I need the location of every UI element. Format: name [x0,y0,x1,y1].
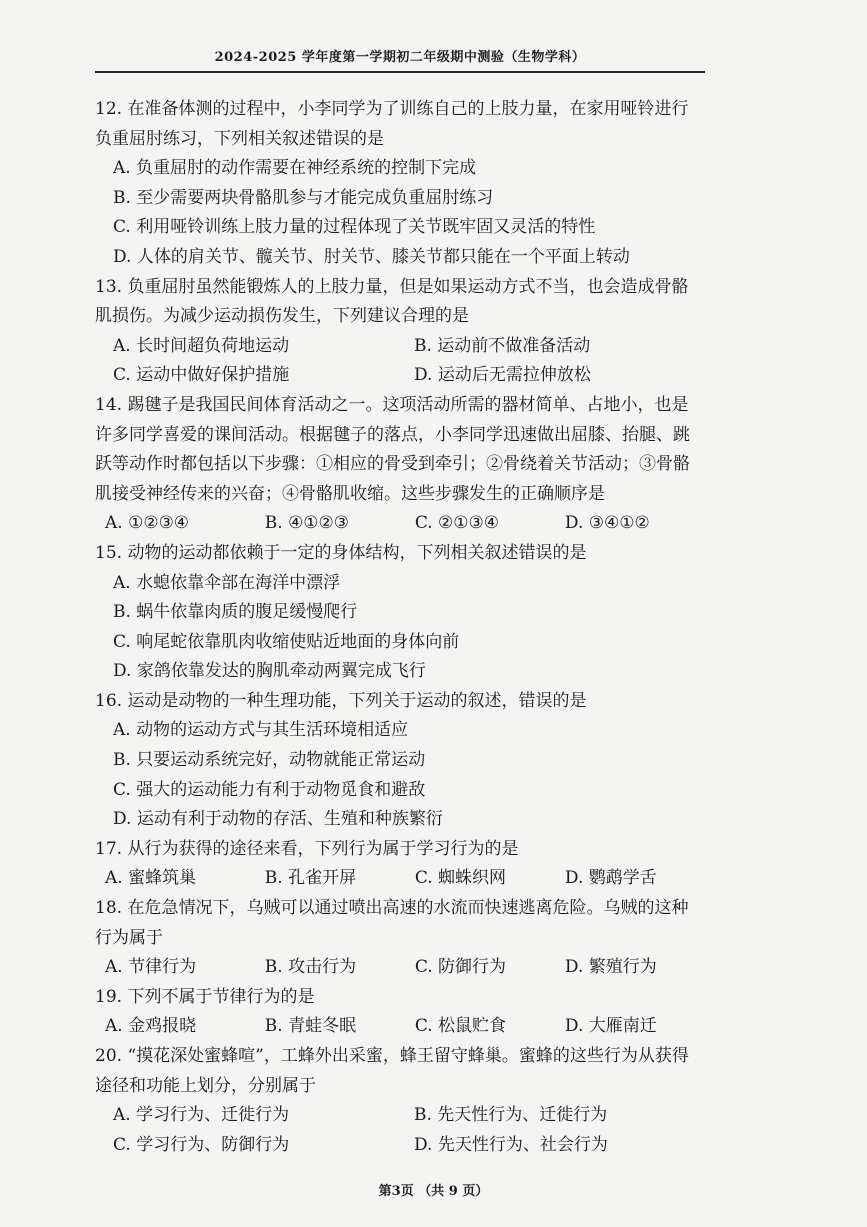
question-17-option-c: C. 蜘蛛织网 [414,868,507,889]
question-19-option-c: C. 松鼠贮食 [414,1016,507,1037]
question-18-option-c: C. 防御行为 [414,957,507,978]
page-footer: 第3页 （共 9 页） [378,1184,489,1199]
question-14-option-b: B. ④①②③ [264,513,350,534]
question-16-stem: 16. 运动是动物的一种生理功能，下列关于运动的叙述，错误的是 [95,690,587,711]
question-17-option-b: B. 孔雀开屏 [264,868,357,889]
question-13-stem-cont: 肌损伤。为减少运动损伤发生，下列建议合理的是 [95,306,469,327]
question-15-stem: 15. 动物的运动都依赖于一定的身体结构，下列相关叙述错误的是 [95,542,587,563]
question-15-option-d: D. 家鸽依靠发达的胸肌牵动两翼完成飞行 [113,661,426,682]
question-15-option-b: B. 蜗牛依靠肉质的腹足缓慢爬行 [113,602,358,623]
question-13-options-row-1 [95,332,715,362]
question-14-option-d: D. ③④①② [564,513,650,534]
question-20-options-row-1 [95,1101,715,1131]
question-20-stem-cont: 途径和功能上划分，分别属于 [95,1075,316,1096]
question-14-option-c: C. ②①③④ [414,513,500,534]
question-13-stem: 13. 负重屈肘虽然能锻炼人的上肢力量，但是如果运动方式不当，也会造成骨骼 [95,276,689,297]
question-13-option-c: C. 运动中做好保护措施 [113,365,290,386]
question-14-stem-cont-2: 跃等动作时都包括以下步骤：①相应的骨受到牵引；②骨绕着关节活动；③骨骼 [95,454,690,475]
question-12-stem: 12. 在准备体测的过程中，小李同学为了训练自己的上肢力量，在家用哑铃进行 [95,99,689,119]
question-12-option-b: B. 至少需要两块骨骼肌参与才能完成负重屈肘练习 [113,187,494,208]
question-12-option-a: A. 负重屈肘的动作需要在神经系统的控制下完成 [113,158,477,179]
question-18-option-b: B. 攻击行为 [264,957,357,978]
question-14-stem-cont-1: 许多同学喜爱的课间活动。根据毽子的落点，小李同学迅速做出屈膝、抬腿、跳 [95,424,690,445]
question-20-stem: 20. “摸花深处蜜蜂喧”，工蜂外出采蜜，蜂王留守蜂巢。蜜蜂的这些行为从获得 [95,1046,689,1066]
question-15-option-c: C. 响尾蛇依靠肌肉收缩使贴近地面的身体向前 [113,631,460,652]
question-18-option-a: A. 节律行为 [105,957,197,978]
question-17-stem: 17. 从行为获得的途径来看，下列行为属于学习行为的是 [95,838,519,859]
question-19-stem: 19. 下列不属于节律行为的是 [95,986,315,1007]
question-16-option-a: A. 动物的运动方式与其生活环境相适应 [113,720,409,741]
question-14-stem: 14. 踢毽子是我国民间体育活动之一。这项活动所需的器材简单、占地小，也是 [95,394,689,415]
question-18-stem-cont: 行为属于 [95,927,163,948]
question-18-options [95,953,715,983]
question-13-option-b: B. 运动前不做准备活动 [414,335,591,356]
exam-header: 2024-2025 学年度第一学期初二年级期中测验（生物学科） [95,46,705,73]
question-20-option-d: D. 先天性行为、社会行为 [414,1134,608,1155]
question-14-options [95,509,715,539]
question-20-option-c: C. 学习行为、防御行为 [113,1134,290,1155]
question-19-option-a: A. 金鸡报晓 [105,1016,197,1037]
question-19-options [95,1012,715,1042]
question-18-stem: 18. 在危急情况下，乌贼可以通过喷出高速的水流而快速逃离危险。乌贼的这种 [95,898,689,919]
question-16-option-b: B. 只要运动系统完好，动物就能正常运动 [113,750,426,771]
question-20-option-a: A. 学习行为、迁徙行为 [113,1105,290,1126]
question-13-option-d: D. 运动后无需拉伸放松 [414,365,591,386]
question-12-option-c: C. 利用哑铃训练上肢力量的过程体现了关节既牢固又灵活的特性 [113,217,596,238]
question-12-option-d: D. 人体的肩关节、髋关节、肘关节、膝关节都只能在一个平面上转动 [113,246,630,267]
question-13-option-a: A. 长时间超负荷地运动 [113,335,290,356]
question-16-option-c: C. 强大的运动能力有利于动物觅食和避敌 [113,779,426,800]
question-18-option-d: D. 繁殖行为 [564,957,657,978]
question-19-option-b: B. 青蛙冬眠 [264,1016,357,1037]
question-17-options [95,864,715,894]
question-13-options-row-2 [95,361,715,391]
question-14-option-a: A. ①②③④ [105,513,190,534]
question-20-option-b: B. 先天性行为、迁徙行为 [414,1105,608,1126]
question-15-option-a: A. 水螅依靠伞部在海洋中漂浮 [113,572,341,593]
question-19-option-d: D. 大雁南迁 [564,1016,657,1037]
question-12-stem-cont: 负重屈肘练习，下列相关叙述错误的是 [95,128,384,149]
question-16-option-d: D. 运动有利于动物的存活、生殖和种族繁衍 [113,809,443,830]
question-20-options-row-2 [95,1131,715,1161]
question-list [95,95,715,1160]
question-17-option-d: D. 鹦鹉学舌 [564,868,657,889]
question-14-stem-cont-3: 肌接受神经传来的兴奋；④骨骼肌收缩。这些步骤发生的正确顺序是 [95,483,605,504]
question-17-option-a: A. 蜜蜂筑巢 [105,868,197,889]
